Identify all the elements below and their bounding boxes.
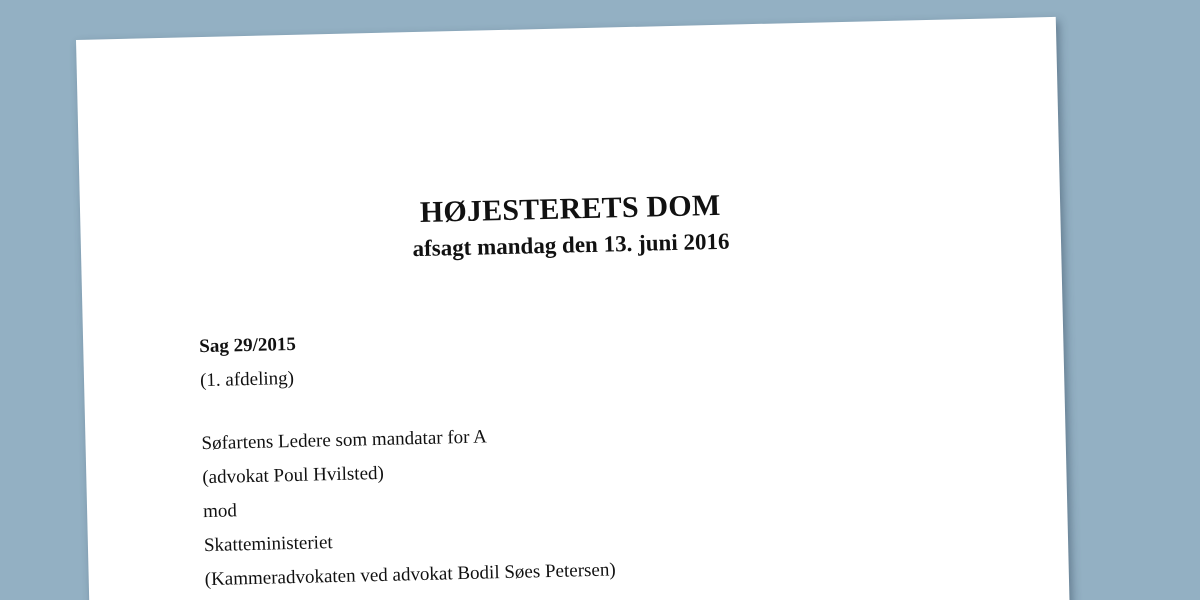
respondent-counsel: (Kammeradvokaten ved advokat Bodil Søes Petersen): [204, 559, 616, 591]
judgment-date: afsagt mandag den 13. juni 2016: [412, 228, 730, 262]
versus-label: mod: [202, 500, 238, 523]
judgment-title: HØJESTERETS DOM: [419, 188, 721, 229]
respondent-party: Skatteministeriet: [203, 532, 333, 557]
document-page: [76, 17, 1070, 600]
case-number: Sag 29/2015: [199, 333, 297, 358]
appellant-counsel: (advokat Poul Hvilsted): [202, 462, 385, 489]
court-division: (1. afdeling): [199, 367, 295, 392]
appellant-party: Søfartens Ledere som mandatar for A: [201, 426, 488, 455]
